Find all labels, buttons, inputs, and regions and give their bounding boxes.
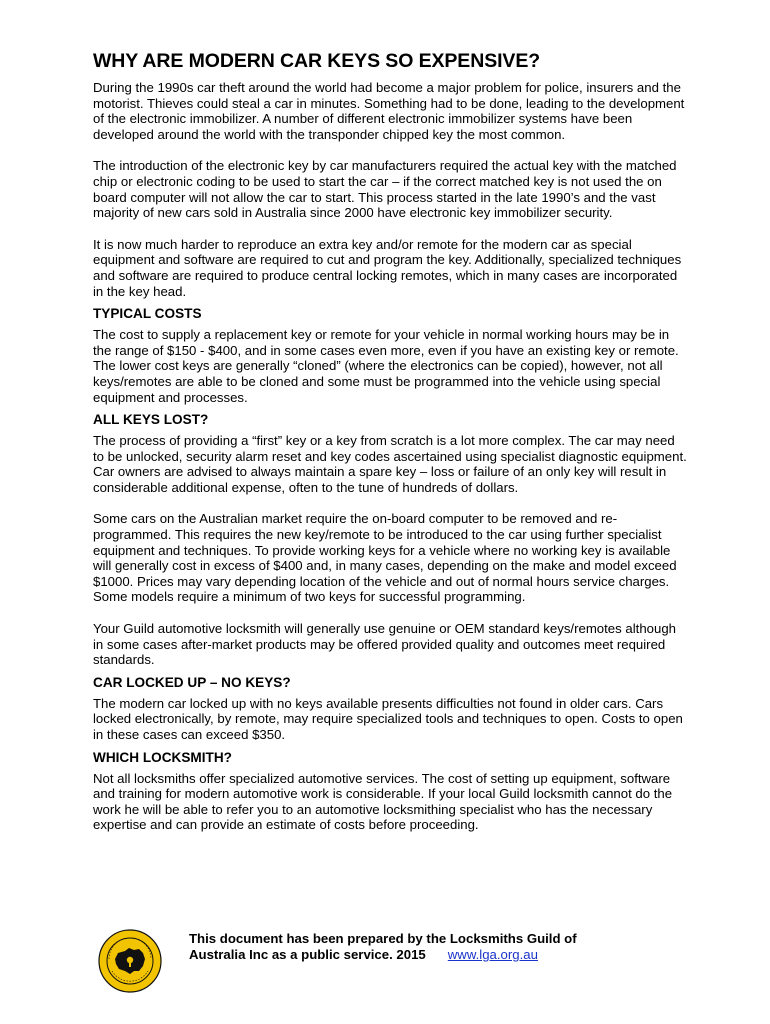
all-keys-lost-paragraph-3: Your Guild automotive locksmith will generally use genuine or OEM standard keys/remotes although in some cases after-market products may be offered provided quality and outcomes meet required standards. <box>93 621 676 668</box>
footer <box>98 925 698 995</box>
intro-paragraph-2: The introduction of the electronic key by car manufacturers required the actual key with the matched chip or electronic coding to be used to start the car – if the correct matched key is not used the on board computer will not allow the car to start. This process started in the late 1990’s and the vast majority of new cars sold in Australia since 2000 have electronic key immobilizer security. <box>93 158 677 221</box>
footer-text <box>189 931 709 963</box>
section-heading-car-locked-up: CAR LOCKED UP – NO KEYS? <box>93 674 291 690</box>
intro-paragraph-1: During the 1990s car theft around the world had become a major problem for police, insurers and the motorist. Thieves could steal a car in minutes. Something had to be done, leading to the development of the electronic immobilizer. A number of different electronic immobilizer systems have been developed around the world with the transponder chipped key the most common. <box>93 80 685 142</box>
footer-line-1: This document has been prepared by the Locksmiths Guild of <box>189 931 577 946</box>
section-heading-which-locksmith: WHICH LOCKSMITH? <box>93 749 232 765</box>
all-keys-lost-paragraph-2: Some cars on the Australian market require the on-board computer to be removed and re-programmed. This requires the new key/remote to be introduced to the car using further specialist equipment and techniques. To provide working keys for a vehicle where no working key is available will generally cost in excess of $400 and, in many cases, depending on the make and model exceed $1000. Prices may vary depending location of the vehicle and out of normal hours service charges. Some models require a minimum of two keys for successful programming. <box>93 511 677 605</box>
which-locksmith-paragraph: Not all locksmiths offer specialized automotive services. The cost of setting up equipment, software and training for modern automotive work is considerable. If your local Guild locksmith cannot do the work he will be able to refer you to an automotive locksmithing specialist who has the necessary expertise and can provide an estimate of costs before proceeding. <box>93 770 673 833</box>
section-heading-all-keys-lost: ALL KEYS LOST? <box>93 412 209 428</box>
intro-paragraph-3: It is now much harder to reproduce an extra key and/or remote for the modern car as special equipment and software are required to cut and program the key. Additionally, specialized techniques and software are required to produce central locking remotes, which in many cases are incorporated in the key head. <box>93 236 682 299</box>
car-locked-up-paragraph: The modern car locked up with no keys available presents difficulties not found in older cars. Cars locked electronically, by remote, may require specialized tools and techniques to open. Costs to open in these cases can exceed $350. <box>93 695 683 742</box>
footer-line-2-text: Australia Inc as a public service. 2015 <box>189 947 426 962</box>
document-page <box>93 50 689 833</box>
all-keys-lost-paragraph-1: The process of providing a “first” key or a key from scratch is a lot more complex. The car may need to be unlocked, security alarm reset and key codes ascertained using specialist diagnostic equipment. Car owners are advised to always maintain a spare key – loss or failure of an only key will result in considerable additional expense, often to the tune of hundreds of dollars. <box>93 433 687 495</box>
section-heading-typical-costs: TYPICAL COSTS <box>93 306 202 322</box>
document-title: WHY ARE MODERN CAR KEYS SO EXPENSIVE? <box>93 50 541 72</box>
locksmiths-guild-seal-logo <box>98 929 162 993</box>
typical-costs-paragraph: The cost to supply a replacement key or remote for your vehicle in normal working hours may be in the range of $150 - $400, and in some cases even more, even if you have an existing key or remote. The lower cost keys are generally “cloned” (where the electronics can be copied), however, not all keys/remotes are able to be cloned and some must be programmed into the vehicle using special equipment and processes. <box>93 327 679 405</box>
footer-line-2 <box>189 947 709 963</box>
website-link[interactable]: www.lga.org.au <box>447 947 538 962</box>
